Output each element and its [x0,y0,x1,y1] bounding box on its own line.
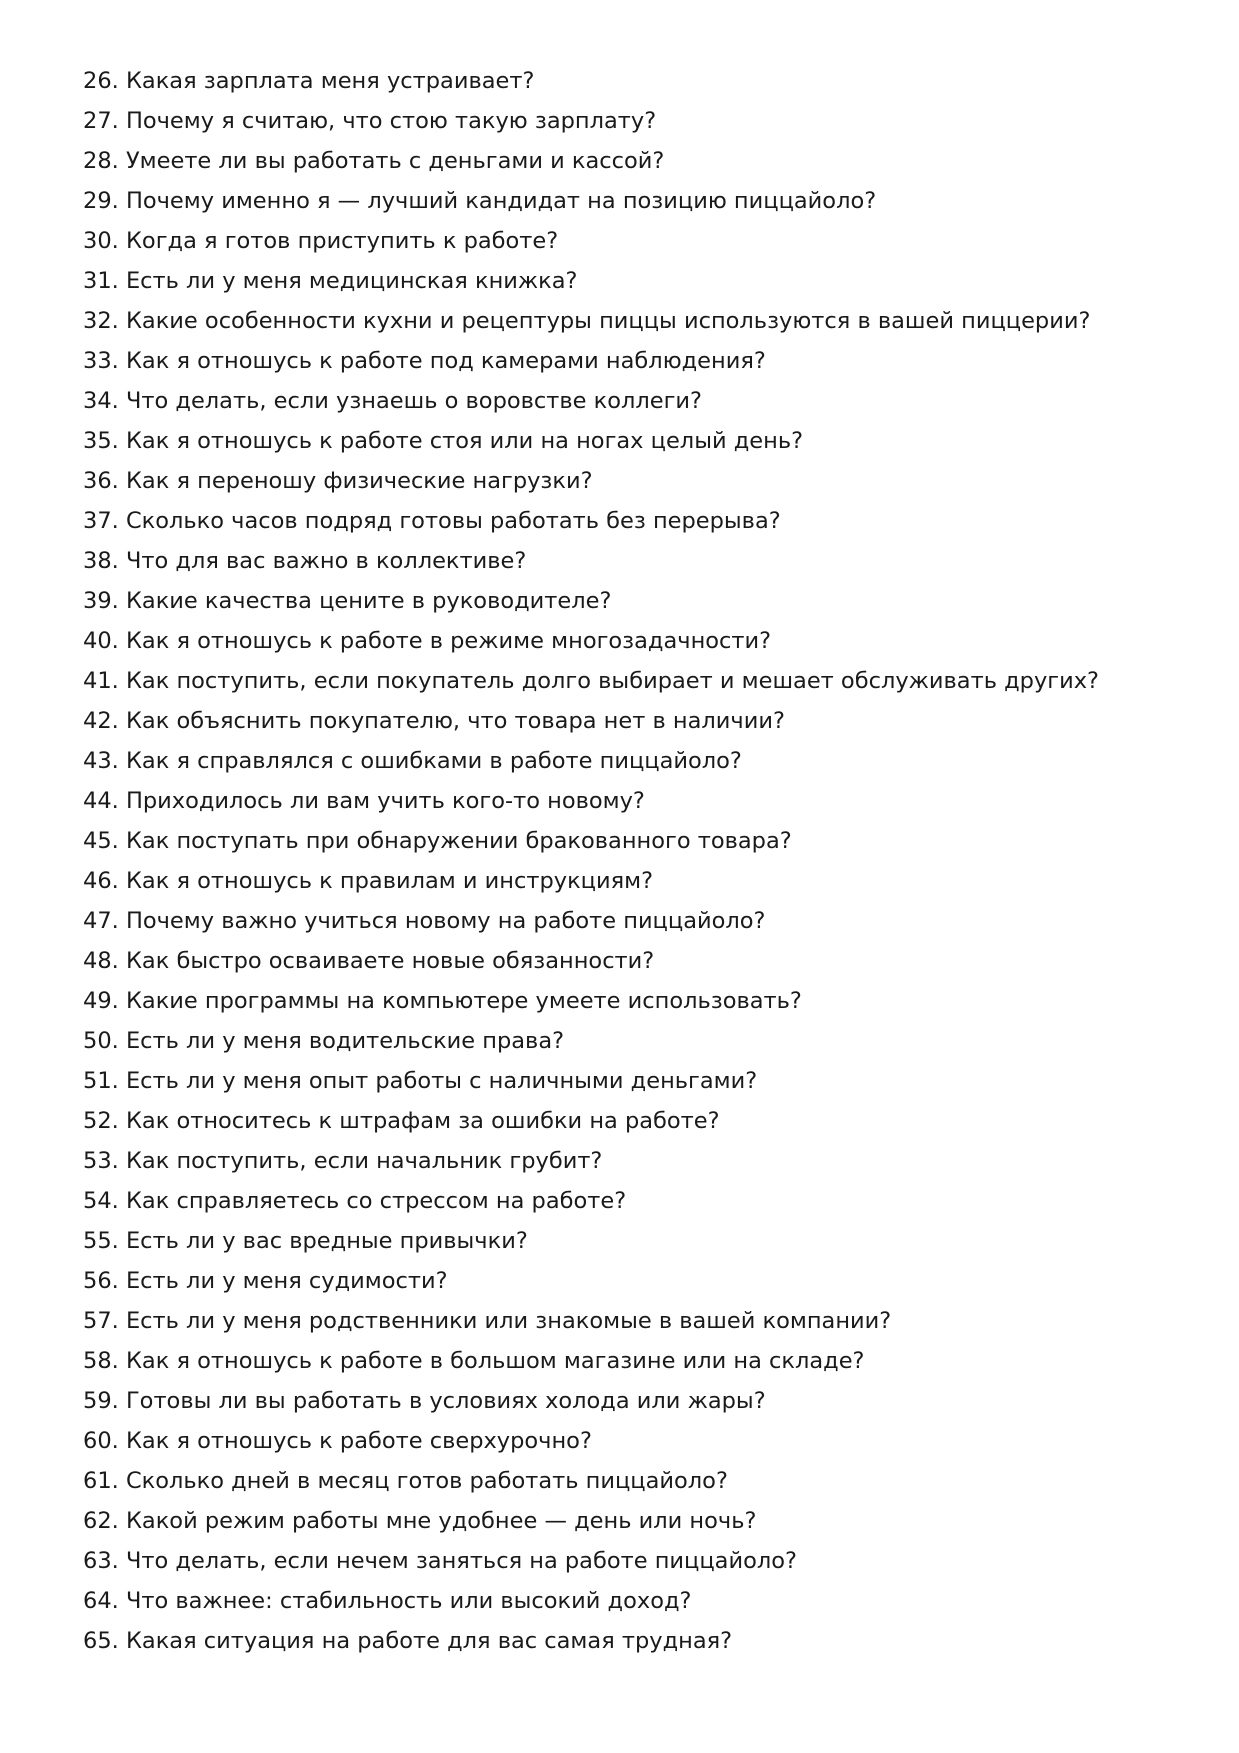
question-number: 32. [83,308,119,334]
question-item [83,61,1183,101]
question-text: Умеете ли вы работать с деньгами и кассой? [125,148,665,174]
question-number: 49. [83,988,119,1014]
question-item [83,1501,1183,1541]
question-text: Как поступить, если начальник грубит? [125,1148,603,1174]
question-number: 43. [83,748,119,774]
question-number: 28. [83,148,119,174]
question-item [83,541,1183,581]
question-number: 61. [83,1468,119,1494]
question-item [83,661,1183,701]
question-item [83,1341,1183,1381]
question-item [83,981,1183,1021]
question-number: 52. [83,1108,119,1134]
question-number: 29. [83,188,119,214]
question-item [83,861,1183,901]
question-number: 46. [83,868,119,894]
question-number: 65. [83,1628,119,1654]
question-item [83,901,1183,941]
question-number: 53. [83,1148,119,1174]
question-item [83,1541,1183,1581]
question-text: Как я переношу физические нагрузки? [125,468,593,494]
question-number: 63. [83,1548,119,1574]
question-text: Как я отношусь к правилам и инструкциям? [125,868,654,894]
question-item [83,1181,1183,1221]
question-list [83,61,1183,1661]
question-text: Как я отношусь к работе в режиме многозадачности? [125,628,772,654]
question-number: 40. [83,628,119,654]
question-text: Есть ли у меня водительские права? [125,1028,565,1054]
question-number: 39. [83,588,119,614]
question-text: Что делать, если нечем заняться на работе пиццайоло? [125,1548,797,1574]
question-number: 30. [83,228,119,254]
question-number: 31. [83,268,119,294]
question-text: Как объяснить покупателю, что товара нет в наличии? [125,708,785,734]
question-item [83,1381,1183,1421]
question-number: 60. [83,1428,119,1454]
question-item [83,181,1183,221]
question-text: Как я отношусь к работе под камерами наблюдения? [125,348,766,374]
question-item [83,1021,1183,1061]
question-text: Почему именно я — лучший кандидат на позицию пиццайоло? [125,188,877,214]
question-item [83,1461,1183,1501]
question-number: 37. [83,508,119,534]
question-text: Какая ситуация на работе для вас самая трудная? [125,1628,733,1654]
question-text: Что делать, если узнаешь о воровстве коллеги? [125,388,702,414]
question-text: Как я отношусь к работе стоя или на ногах целый день? [125,428,804,454]
question-text: Какой режим работы мне удобнее — день или ночь? [125,1508,757,1534]
question-text: Что важнее: стабильность или высокий доход? [125,1588,692,1614]
question-item [83,101,1183,141]
question-item [83,1141,1183,1181]
question-text: Какие особенности кухни и рецептуры пиццы используются в вашей пиццерии? [125,308,1091,334]
question-text: Готовы ли вы работать в условиях холода или жары? [125,1388,766,1414]
question-number: 27. [83,108,119,134]
question-item [83,381,1183,421]
question-text: Как я отношусь к работе в большом магазине или на складе? [125,1348,865,1374]
question-text: Когда я готов приступить к работе? [125,228,559,254]
question-number: 62. [83,1508,119,1534]
question-number: 41. [83,668,119,694]
question-number: 36. [83,468,119,494]
question-item [83,1061,1183,1101]
question-item [83,701,1183,741]
question-item [83,941,1183,981]
question-number: 50. [83,1028,119,1054]
question-item [83,461,1183,501]
question-item [83,501,1183,541]
question-item [83,621,1183,661]
question-text: Как быстро осваиваете новые обязанности? [125,948,655,974]
question-item [83,1261,1183,1301]
question-text: Есть ли у меня родственники или знакомые в вашей компании? [125,1308,892,1334]
question-item [83,821,1183,861]
question-number: 44. [83,788,119,814]
question-number: 35. [83,428,119,454]
question-item [83,301,1183,341]
question-number: 56. [83,1268,119,1294]
question-text: Есть ли у меня опыт работы с наличными деньгами? [125,1068,758,1094]
question-number: 64. [83,1588,119,1614]
question-item [83,1621,1183,1661]
question-number: 42. [83,708,119,734]
question-text: Почему я считаю, что стою такую зарплату? [125,108,657,134]
question-text: Сколько дней в месяц готов работать пиццайоло? [125,1468,728,1494]
question-item [83,1421,1183,1461]
question-number: 57. [83,1308,119,1334]
question-text: Есть ли у вас вредные привычки? [125,1228,528,1254]
question-text: Какие качества цените в руководителе? [125,588,612,614]
question-number: 54. [83,1188,119,1214]
question-text: Как я справлялся с ошибками в работе пиццайоло? [125,748,742,774]
question-text: Какая зарплата меня устраивает? [125,68,535,94]
question-number: 48. [83,948,119,974]
question-text: Как относитесь к штрафам за ошибки на работе? [125,1108,720,1134]
question-item [83,341,1183,381]
question-number: 55. [83,1228,119,1254]
question-text: Сколько часов подряд готовы работать без перерыва? [125,508,781,534]
question-number: 51. [83,1068,119,1094]
question-item [83,261,1183,301]
question-item [83,1581,1183,1621]
question-number: 38. [83,548,119,574]
question-item [83,421,1183,461]
question-number: 58. [83,1348,119,1374]
question-text: Как поступать при обнаружении бракованного товара? [125,828,792,854]
question-number: 45. [83,828,119,854]
question-item [83,1301,1183,1341]
question-text: Как поступить, если покупатель долго выбирает и мешает обслуживать других? [125,668,1099,694]
question-text: Как я отношусь к работе сверхурочно? [125,1428,592,1454]
question-number: 33. [83,348,119,374]
question-text: Что для вас важно в коллективе? [125,548,527,574]
question-item [83,1101,1183,1141]
question-text: Почему важно учиться новому на работе пиццайоло? [125,908,766,934]
question-item [83,581,1183,621]
question-item [83,141,1183,181]
question-number: 34. [83,388,119,414]
question-text: Есть ли у меня медицинская книжка? [125,268,578,294]
question-number: 26. [83,68,119,94]
question-text: Есть ли у меня судимости? [125,1268,448,1294]
question-item [83,741,1183,781]
question-item [83,781,1183,821]
question-number: 59. [83,1388,119,1414]
question-text: Приходилось ли вам учить кого-то новому? [125,788,645,814]
question-item [83,1221,1183,1261]
question-text: Какие программы на компьютере умеете использовать? [125,988,802,1014]
question-text: Как справляетесь со стрессом на работе? [125,1188,627,1214]
question-number: 47. [83,908,119,934]
question-item [83,221,1183,261]
